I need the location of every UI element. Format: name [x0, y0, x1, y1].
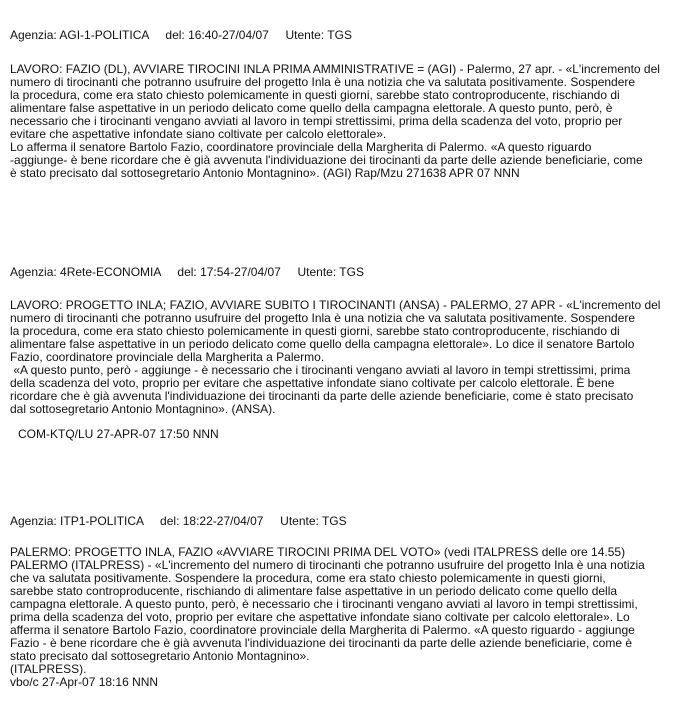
article-3-header: Agenzia: ITP1-POLITICA del: 18:22-27/04/07 Utente: TGS [10, 514, 347, 528]
article-2-line: LAVORO: PROGETTO INLA; FAZIO, AVVIARE SUBITO I TIROCINANTI (ANSA) - PALERMO, 27 APR - «L'incremento del [10, 298, 661, 312]
article-3-line: stato precisato dal sottosegretario Antonio Montagnino». [10, 649, 310, 663]
article-3-line: afferma il senatore Bartolo Fazio, coordinatore provinciale della Margherita di Palermo. «A questo riguardo - aggiunge [10, 623, 635, 637]
article-3-line: sarebbe stato controproducente, rischiando di alimentare false aspettative in un periodo delicato come quello della [10, 584, 618, 598]
article-2-line: Fazio, coordinatore provinciale della Margherita a Palermo. [10, 350, 325, 364]
article-1-line: evitare che aspettative infondate siano coltivate per calcolo elettorale». [10, 127, 387, 141]
article-1-header: Agenzia: AGI-1-POLITICA del: 16:40-27/04/07 Utente: TGS [10, 28, 352, 42]
article-1-line: numero di tirocinanti che potranno usufruire del progetto Inla è una notizia che va salutata positivamente. Sospendere [10, 75, 636, 89]
article-3-signature: vbo/c 27-Apr-07 18:16 NNN [10, 675, 159, 689]
article-2-line: la procedura, come era stato chiesto polemicamente in questi giorni, sarebbe stato controproducente, rischiando di [10, 324, 620, 338]
article-2-line: ricordare che è già avvenuta l'individuazione dei tirocinanti da parte delle aziende beneficiarie, come è stato precisato [10, 389, 634, 403]
article-2-line: della scadenza del voto, proprio per evitare che aspettative infondate siano coltivate per calcolo elettorale. È bene [10, 376, 615, 390]
article-1-line: necessario che i tirocinanti vengano avviati al lavoro in tempi strettissimi, prima della scadenza del voto, proprio per [10, 114, 623, 128]
article-3-line: Fazio - è bene ricordare che è già avvenuta l'individuazione dei tirocinanti da parte delle aziende beneficiarie, come è [10, 636, 633, 650]
article-2-header: Agenzia: 4Rete-ECONOMIA del: 17:54-27/04/07 Utente: TGS [10, 265, 364, 279]
article-3-line: PALERMO (ITALPRESS) - «L'incremento del numero di tirocinanti che potranno usufruire del progetto Inla è una notizia [10, 558, 645, 572]
article-2-signature: COM-KTQ/LU 27-APR-07 17:50 NNN [18, 427, 219, 441]
article-2-line: dal sottosegretario Antonio Montagnino». (ANSA). [10, 402, 276, 416]
article-2-line: numero di tirocinanti che potranno usufruire del progetto Inla è una notizia che va salutata positivamente. Sospendere [10, 311, 636, 325]
article-3-line: (ITALPRESS). [10, 662, 87, 676]
article-3-line: prima della scadenza del voto, proprio per evitare che aspettative infondate siano coltivate per calcolo elettorale». Lo [10, 610, 630, 624]
article-1-line: -aggiunge- è bene ricordare che è già avvenuta l'individuazione dei tirocinanti da parte delle aziende beneficiarie, come [10, 153, 643, 167]
article-1-line: LAVORO: FAZIO (DL), AVVIARE TIROCINI INLA PRIMA AMMINISTRATIVE = (AGI) - Palermo, 27 apr. - «L'incremento del [10, 62, 660, 76]
article-2-line: alimentare false aspettative in un periodo delicato come quello della campagna elettorale». Lo dice il senatore Bartolo [10, 337, 635, 351]
article-3-line: PALERMO: PROGETTO INLA, FAZIO «AVVIARE TIROCINI PRIMA DEL VOTO» (vedi ITALPRESS delle ore 14.55) [10, 545, 626, 559]
article-1-line: Lo afferma il senatore Bartolo Fazio, coordinatore provinciale della Margherita di Palermo. «A questo riguardo [10, 140, 592, 154]
article-1-line: alimentare false aspettative in un periodo delicato come quello della campagna elettorale. A questo punto, però, è [10, 101, 613, 115]
article-1-line: la procedura, come era stato chiesto polemicamente in questi giorni, sarebbe stato controproducente, rischiando di [10, 88, 620, 102]
article-1-line: è stato precisato dal sottosegretario Antonio Montagnino». (AGI) Rap/Mzu 271638 APR 07 NNN [10, 166, 520, 180]
article-2-line: «A questo punto, però - aggiunge - è necessario che i tirocinanti vengano avviati al lavoro in tempi strettissimi, prima [10, 363, 631, 377]
article-3-line: che va salutata positivamente. Sospendere la procedura, come era stato chiesto polemicamente in questi giorni, [10, 571, 606, 585]
article-3-line: campagna elettorale. A questo punto, però, è necessario che i tirocinanti vengano avviati al lavoro in tempi strettissimi, [10, 597, 638, 611]
